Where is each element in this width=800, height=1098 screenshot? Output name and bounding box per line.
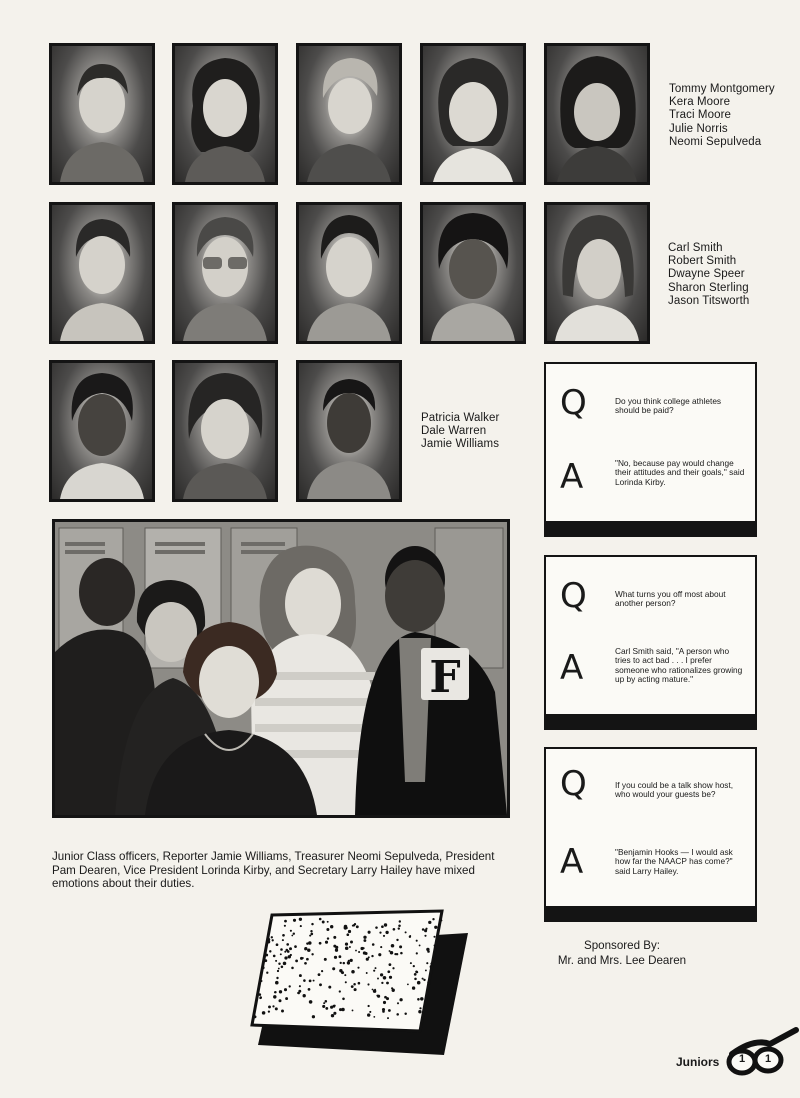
answer-letter: A (560, 648, 584, 688)
glasses-icon (724, 1020, 800, 1076)
student-name: Patricia Walker (421, 412, 500, 424)
student-name: Jamie Williams (421, 438, 500, 451)
student-name: Tommy Montgomery (669, 83, 775, 95)
section-label: Juniors (676, 1055, 720, 1069)
row1-names (669, 83, 775, 149)
student-name: Julie Norris (669, 122, 728, 135)
answer-text: "No, because pay would change their attitudes and their goals," said Lorinda Kirby. (615, 458, 745, 487)
question-text: If you could be a talk show host, who would your guests be? (615, 780, 734, 800)
qa-box (544, 362, 757, 537)
sponsor-heading: Sponsored By: (583, 939, 661, 952)
student-name: Neomi Sepulveda (669, 135, 762, 148)
page-number-digit: 1 (764, 1053, 772, 1065)
answer-letter: A (560, 842, 584, 882)
student-name: Jason Titsworth (668, 294, 750, 307)
sponsor-name: Mr. and Mrs. Lee Dearen (557, 953, 687, 967)
dotted-card-decoration (250, 905, 470, 1060)
class-officers-photo (52, 519, 510, 818)
row3-names (421, 412, 499, 452)
portrait-photo (172, 43, 278, 185)
portrait-photo (49, 360, 155, 502)
portrait-photo (544, 202, 650, 344)
answer-letter: A (560, 457, 584, 497)
page-number-digit: 1 (738, 1053, 746, 1065)
portrait-photo (296, 43, 402, 185)
question-letter: Q (560, 383, 587, 423)
photo-caption: Junior Class officers, Reporter Jamie Williams, Treasurer Neomi Sepulveda, President Pam Dearen, Vice President Lorinda Kirby, and Secretary Larry Hailey have mixed emotions about their duties. (52, 850, 495, 891)
sponsor-block (548, 939, 696, 968)
jacket-letter: F (429, 652, 461, 703)
student-name: Carl Smith (668, 242, 723, 254)
portrait-photo (172, 202, 278, 344)
question-text: Do you think college athletes should be paid? (615, 396, 722, 416)
qa-box (544, 747, 757, 922)
portrait-photo (296, 360, 402, 502)
portrait-photo (544, 43, 650, 185)
student-name: Traci Moore (669, 109, 732, 122)
answer-text: Carl Smith said, "A person who tries to act bad . . . I prefer someone who rationalizes growing up by acting mature." (615, 646, 743, 685)
question-text: What turns you off most about another person? (615, 589, 726, 609)
portrait-photo (49, 202, 155, 344)
answer-text: "Benjamin Hooks — I would ask how far the NAACP has come?" said Larry Hailey. (615, 847, 733, 876)
student-name: Dale Warren (421, 425, 487, 438)
qa-box (544, 555, 757, 730)
question-letter: Q (560, 764, 587, 804)
student-name: Kera Moore (669, 96, 731, 109)
portrait-photo (420, 202, 526, 344)
student-name: Dwayne Speer (668, 268, 745, 281)
row2-names (668, 242, 749, 308)
portrait-photo (172, 360, 278, 502)
student-name: Robert Smith (668, 255, 737, 268)
question-letter: Q (560, 576, 587, 616)
portrait-photo (296, 202, 402, 344)
portrait-photo (49, 43, 155, 185)
portrait-photo (420, 43, 526, 185)
student-name: Sharon Sterling (668, 281, 749, 294)
